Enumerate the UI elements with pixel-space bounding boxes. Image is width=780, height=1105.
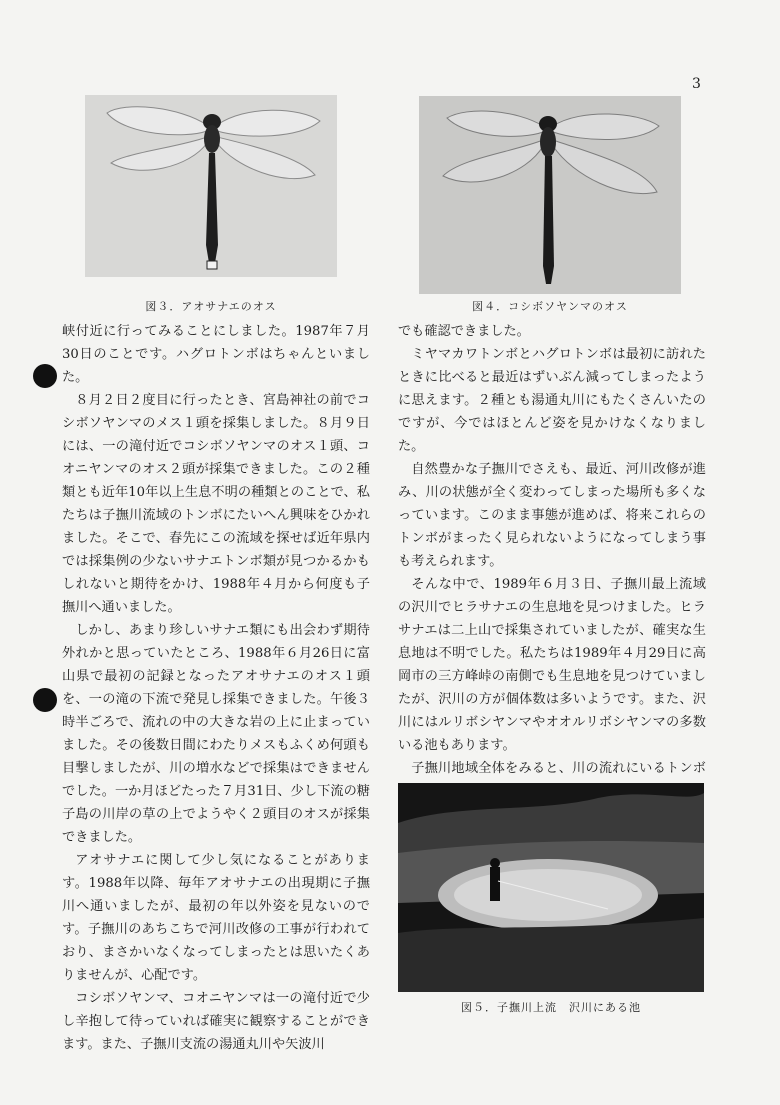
paragraph: 子撫川地域全体をみると、川の流れにいるトンボ bbox=[411, 761, 706, 776]
left-text-column bbox=[62, 320, 370, 1056]
figure-4-caption: 図４．コシボソヤンマのオス bbox=[472, 300, 628, 313]
figure-3-photo bbox=[85, 95, 337, 277]
figure-3-caption: 図３．アオサナエのオス bbox=[145, 300, 277, 313]
paragraph: コシボソヤンマ、コオニヤンマは一の滝付近で少し辛抱して待っていれば確実に観察することができます。また、子撫川支流の湯通丸川や矢波川 bbox=[62, 991, 370, 1052]
paragraph: 峡付近に行ってみることにしました。1987年７月30日のことです。ハグロトンボはちゃんといました。 bbox=[62, 324, 370, 385]
binding-hole-top bbox=[33, 364, 57, 388]
paragraph: アオサナエに関して少し気になることがあります。1988年以降、毎年アオサナエの出現期に子撫川へ通いましたが、最初の年以外姿を見ないのです。子撫川のあちこちで河川改修の工事が行われており、まさかいなくなってしまったとは思いたくありませんが、心配です。 bbox=[62, 853, 370, 983]
figure-5-photo bbox=[398, 783, 704, 992]
paragraph: ミヤマカワトンボとハグロトンボは最初に訪れたときに比べると最近はずいぶん減ってしまったように思えます。２種とも湯通丸川にもたくさんいたのですが、今ではほとんど姿を見かけなくなりました。 bbox=[398, 347, 706, 454]
figure-5-caption: 図５．子撫川上流 沢川にある池 bbox=[461, 1001, 641, 1014]
paragraph: そんな中で、1989年６月３日、子撫川最上流域の沢川でヒラサナエの生息地を見つけました。ヒラサナエは二上山で採集されていましたが、確実な生息地は不明でした。私たちは1989年４月29日に高岡市の三方峰峠の南側でも生息地を見つけていましたが、沢川の方が個体数は多いようです。また、沢川にはルリボシヤンマやオオルリボシヤンマの多数いる池もあります。 bbox=[398, 577, 706, 753]
figure-4-photo bbox=[419, 96, 681, 294]
dragonfly-illustration bbox=[419, 96, 681, 294]
paragraph: しかし、あまり珍しいサナエ類にも出会わず期待外れかと思っていたところ、1988年６月26日に富山県で最初の記録となったアオサナエのオス１頭を、一の滝の下流で発見し採集できました。午後３時半ごろで、流れの中の大きな岩の上に止まっていました。その後数日間にわたりメスもふくめ何頭も目撃しましたが、川の増水などで採集はできませんでした。一か月ほどたった７月31日、少し下流の糖子島の川岸の草の上でようやく２頭目のオスが採集できました。 bbox=[62, 623, 370, 845]
right-text-column bbox=[398, 320, 706, 803]
dragonfly-illustration bbox=[85, 95, 337, 277]
paragraph: ８月２日２度目に行ったとき、宮島神社の前でコシボソヤンマのメス１頭を採集しました。８月９日には、一の滝付近でコシボソヤンマのオス１頭、コオニヤンマのオス２頭が採集できました。この２種類とも近年10年以上生息不明の種類とのことで、私たちは子撫川流域のトンボにたいへん興味をひかれました。そこで、春先にこの流域を探せば近年県内では採集例の少ないサナエトンボ類が見つかるかもしれないと期待をかけ、1988年４月から何度も子撫川へ通いました。 bbox=[62, 393, 370, 615]
paragraph: 自然豊かな子撫川でさえも、最近、河川改修が進み、川の状態が全く変わってしまった場所も多くなっています。このまま事態が進めば、将来これらのトンボがまったく見られないようになってしまう事も考えられます。 bbox=[398, 462, 706, 569]
page-number: 3 bbox=[692, 76, 701, 92]
paragraph: でも確認できました。 bbox=[398, 324, 530, 339]
binding-hole-bottom bbox=[33, 688, 57, 712]
pond-scene bbox=[398, 783, 704, 992]
